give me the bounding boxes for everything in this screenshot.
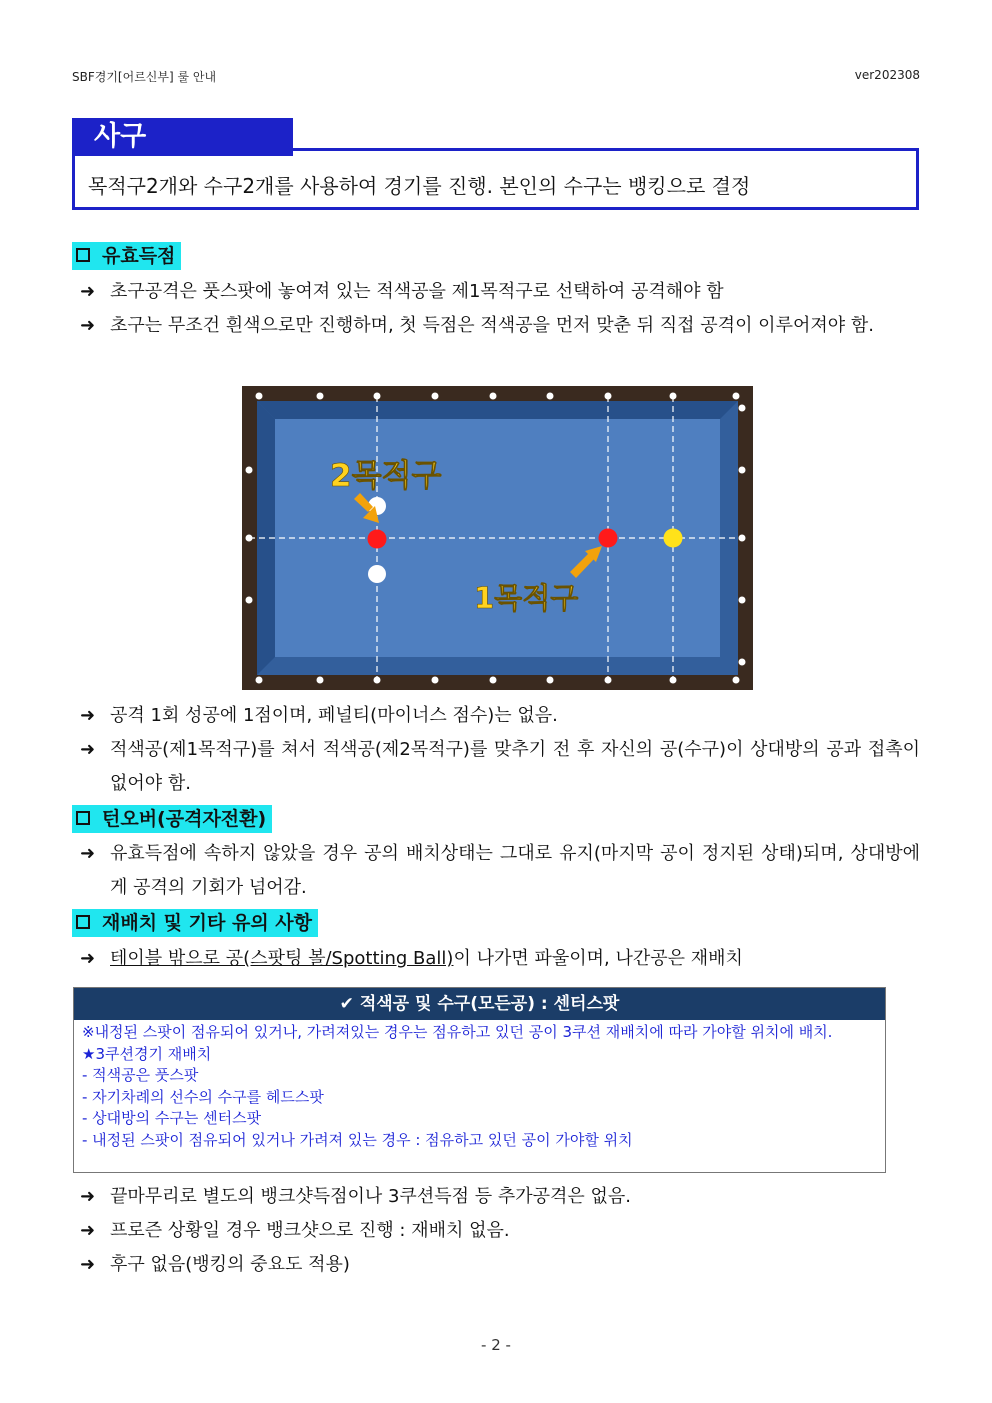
bullet-item: ➜ 초구는 무조건 흰색으로만 진행하며, 첫 득점은 적색공을 먼저 맞춘 뒤 직접 공격이 이루어져야 함.: [80, 309, 920, 343]
checkbox-square-icon: [76, 811, 90, 825]
section-heading-valid-score: 유효득점: [72, 242, 181, 270]
red-ball-second-object: [368, 530, 387, 549]
note-line: - 상대방의 수구는 센터스팟: [82, 1109, 262, 1127]
red-ball-first-object: [599, 529, 618, 548]
bullet-item: ➜ 프로즌 상황일 경우 뱅크샷으로 진행 : 재배치 없음.: [80, 1214, 920, 1248]
section-heading-turnover: 턴오버(공격자전환): [72, 805, 272, 833]
respot-note-box: [73, 987, 886, 1173]
billiard-table-diagram: [242, 386, 753, 690]
bullet-item: ➜ 공격 1회 성공에 1점이며, 페널티(마이너스 점수)는 없음.: [80, 699, 920, 733]
checkbox-square-icon: [76, 248, 90, 262]
label-first-object-ball: 1목적구: [474, 581, 579, 615]
header-doc-title: SBF경기[어르신부] 룰 안내: [72, 70, 217, 84]
title-description: 목적구2개와 수구2개를 사용하여 경기를 진행. 본인의 수구는 뱅킹으로 결정: [88, 174, 751, 198]
bullet-item: ➜ 후구 없음(뱅킹의 중요도 적용): [80, 1248, 920, 1282]
note-line: ★3쿠션경기 재배치: [82, 1044, 212, 1063]
bullet-item: ➜ 적색공(제1목적구)를 쳐서 적색공(제2목적구)를 맞추기 전 후 자신의 공(수구)이 상대방의 공과 접촉이 없어야 함.: [80, 733, 920, 801]
bullet-item: ➜ 끝마무리로 별도의 뱅크샷득점이나 3쿠션득점 등 추가공격은 없음.: [80, 1180, 920, 1214]
bullet-item: ➜ 테이블 밖으로 공(스팟팅 볼/Spotting Ball)이 나가면 파울이며, 나간공은 재배치: [80, 942, 920, 976]
arrow-icon: ➜: [80, 1254, 96, 1275]
bullet-item: ➜ 유효득점에 속하지 않았을 경우 공의 배치상태는 그대로 유지(마지막 공이 정지된 상태)되며, 상대방에게 공격의 기회가 넘어감.: [80, 837, 920, 905]
yellow-ball: [664, 529, 683, 548]
arrow-icon: ➜: [80, 1220, 96, 1241]
cushion-shade-top: [257, 401, 738, 419]
checkbox-square-icon: [76, 915, 90, 929]
arrow-icon: ➜: [80, 843, 96, 864]
page-number: - 2 -: [481, 1336, 511, 1354]
page-title: 사구: [72, 118, 293, 156]
arrow-icon: ➜: [80, 739, 96, 760]
arrow-icon: ➜: [80, 315, 96, 336]
arrow-icon: ➜: [80, 948, 96, 969]
note-heading: ✔ 적색공 및 수구(모든공) : 센터스팟: [74, 988, 885, 1020]
label-second-object-ball: 2목적구: [330, 458, 442, 494]
note-line: ※내정된 스팟이 점유되어 있거나, 가려져있는 경우는 점유하고 있던 공이 3쿠션 재배치에 따라 가야할 위치에 배치.: [82, 1023, 833, 1041]
white-cue-ball-bottom: [368, 565, 386, 583]
bullet-item: ➜ 초구공격은 풋스팟에 놓여져 있는 적색공을 제1목적구로 선택하여 공격해야 함: [80, 275, 920, 309]
arrow-icon: ➜: [80, 1186, 96, 1207]
note-body: [74, 1020, 885, 1153]
header-version: ver202308: [854, 68, 920, 82]
arrow-icon: ➜: [80, 705, 96, 726]
note-line: - 적색공은 풋스팟: [82, 1066, 199, 1084]
note-line: - 자기차례의 선수의 수구를 헤드스팟: [82, 1087, 324, 1106]
section-heading-respot: 재배치 및 기타 유의 사항: [72, 909, 318, 937]
note-line: - 내정된 스팟이 점유되어 있거나 가려져 있는 경우 : 점유하고 있던 공이 가야할 위치: [82, 1130, 633, 1149]
arrow-icon: ➜: [80, 281, 96, 302]
